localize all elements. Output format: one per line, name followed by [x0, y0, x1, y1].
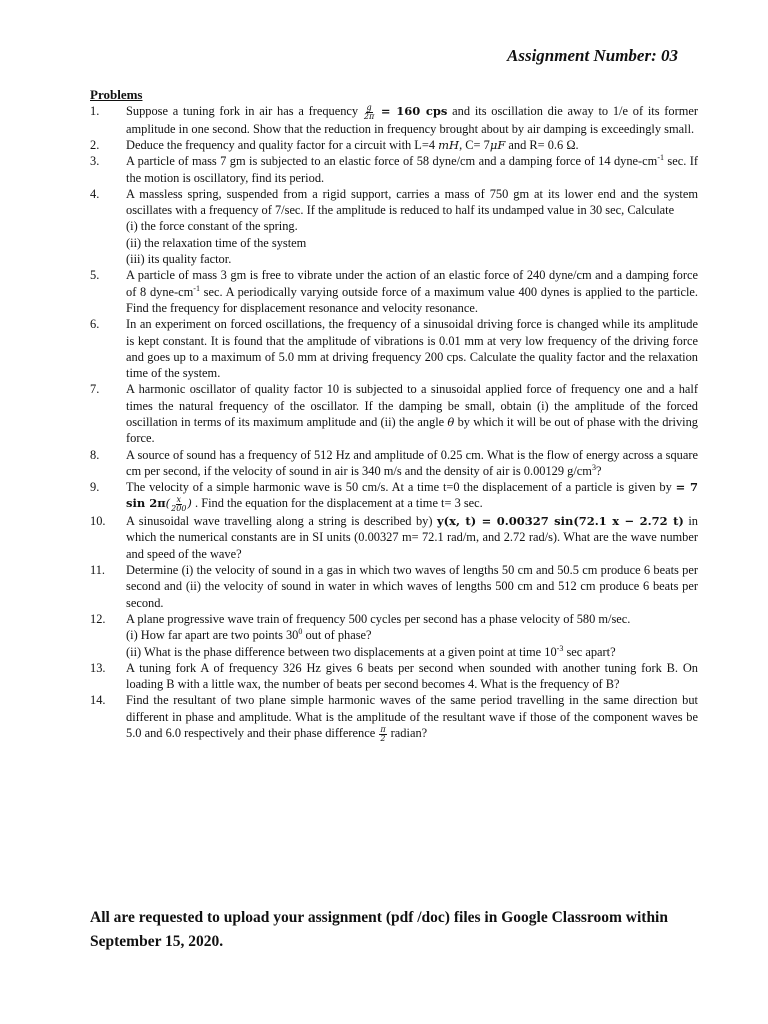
problem-number: 3. [90, 154, 100, 169]
problem-3 [90, 153, 698, 186]
problem-number: 1. [90, 104, 100, 118]
submission-note: All are requested to upload your assignment (pdf /doc) files in Google Classroom within September 15, 2020. [90, 909, 668, 950]
problem-text: A plane progressive wave train of frequency 500 cycles per second has a phase velocity of 580 m/sec. (i) How far apart are two points $30^0$ out of phase? (ii) What is the phase difference between two displacements at a given point at time $10^{-3}$ sec apart? [126, 611, 698, 660]
problem-number: 8. [90, 447, 100, 462]
problem-list [90, 103, 698, 743]
problem-text: A sinusoidal wave travelling along a string is described by) y(x, t) = 0.00327 sin(72.1 x − 2.72 t) in which the numerical constants are in SI units (0.00327 m= 72.1 rad/m, and 2.72 rad/s). What are the wave number and speed of the wave? [126, 514, 699, 561]
problem-13 [90, 660, 698, 693]
problem-11 [90, 562, 698, 611]
problem-text: A harmonic oscillator of quality factor 10 is subjected to a sinusoidal applied force of frequency one and a half times the natural frequency of the oscillator. If the damping be small, obtain (i) the amplitude of the forced oscillation in terms of its maximum amplitude and (ii) the angle θ by which it will be out of phase with the driving force. [126, 382, 698, 446]
problem-text: A massless spring, suspended from a rigid support, carries a mass of 750 gm at its lower end and the system oscillates with a frequency of 7/sec. If the amplitude is reduced to half its undamped value in 30 sec, Calculate (i) the force constant of the spring. (ii) the relaxation time of the system (iii) its quality factor. [126, 186, 698, 267]
problem-number: 13. [90, 660, 106, 675]
problem-text: In an experiment on forced oscillations, the frequency of a sinusoidal driving force is changed while its amplitude is kept constant. It is found that the amplitude of vibrations is 0.01 mm at very low frequency of the driving force and goes up to a maximum of 5.0 mm at driving frequency 200 cps. Calculate the quality factor and the relaxation time of the system. [126, 317, 698, 381]
problem-14 [90, 692, 698, 742]
assignment-title: Assignment Number: 03 [507, 46, 678, 65]
sub-question: (ii) the relaxation time of the system [126, 235, 307, 250]
problem-number: 11. [90, 563, 106, 578]
problem-9 [90, 479, 698, 513]
problem-5 [90, 267, 698, 316]
problem-7 [90, 381, 698, 446]
problem-number: 14. [90, 693, 106, 708]
problems-heading: Problems [90, 87, 143, 102]
problem-text: Find the resultant of two plane simple harmonic waves of the same period travelling in the same direction but different in phase and amplitude. What is the amplitude of the resultant wave if those of the component waves be 5.0 and 6.0 respectively and their phase difference $\frac{\pi}{2}$ radian? [126, 693, 698, 743]
fraction: $\frac{g}{2\pi}$ [363, 102, 375, 121]
sub-question: (ii) What is the phase difference between two displacements at a given point at time $10^{-3}$ sec apart? [126, 643, 616, 659]
problem-text: A particle of mass 7 gm is subjected to an elastic force of 58 dyne/cm and a damping force of 14 dyne-$cm^{-1}$ sec. If the motion is oscillatory, find its period. [126, 153, 698, 185]
problem-number: 2. [90, 137, 100, 152]
problem-text: The velocity of a simple harmonic wave is 50 cm/s. At a time t=0 the displacement of a particle is given by = 7 sin 2π( $\frac{x}{200}$ ) . Find the equation for the displacement at a time t= 3 sec. [126, 480, 698, 514]
problem-text: A source of sound has a frequency of 512 Hz and amplitude of 0.25 cm. What is the flow of energy across a square cm per second, if the velocity of sound in air is 340 m/s and the density of air is 0.00129 $g/cm^3$? [126, 447, 698, 478]
problem-2 [90, 137, 698, 153]
problem-number: 9. [90, 480, 100, 495]
fraction: $\frac{x}{200}$ [171, 495, 187, 514]
problem-text: Determine (i) the velocity of sound in a gas in which two waves of lengths 50 cm and 50.5 cm produce 6 beats per second and (ii) the velocity of sound in water in which waves of lengths 500 cm and 512 cm produce 6 beats per second. [126, 563, 698, 610]
problem-6 [90, 316, 698, 381]
problem-number: 6. [90, 317, 100, 332]
problem-10 [90, 513, 698, 562]
problem-number: 10. [90, 514, 106, 529]
problem-text: Deduce the frequency and quality factor for a circuit with L=4 mH, C= 7μF and R= 0.6 Ω. [126, 137, 579, 152]
problem-12 [90, 611, 698, 660]
fraction: $\frac{\pi}{2}$ [380, 724, 386, 743]
problem-4 [90, 186, 698, 267]
problem-8 [90, 447, 698, 480]
sub-question: (iii) its quality factor. [126, 252, 232, 267]
problem-text: A particle of mass 3 gm is free to vibrate under the action of an elastic force of 240 dyne/cm and a damping force of 8 dyne-$cm^{-1}$ sec. A periodically varying outside force of a maximum value 400 dynes is applied to the particle. Find the frequency for displacement resonance and velocity resonance. [126, 268, 698, 315]
problem-number: 5. [90, 268, 100, 283]
sub-question: (i) the force constant of the spring. [126, 219, 298, 234]
problem-text: A tuning fork A of frequency 326 Hz gives 6 beats per second when sounded with another tuning fork B. On loading B with a little wax, the number of beats per second becomes 4. What is the frequency of B? [126, 660, 698, 692]
problem-text: Suppose a tuning fork in air has a frequency $\frac{g}{2\pi}$ = 160 cps and its oscillation die away to 1/e of its former amplitude in one second. Show that the reduction in frequency brought about by air damping is exceedingly small. [126, 102, 698, 136]
problem-1 [90, 103, 698, 137]
problem-number: 4. [90, 186, 100, 201]
problem-number: 7. [90, 382, 100, 397]
problem-number: 12. [90, 611, 106, 626]
sub-question: (i) How far apart are two points $30^0$ out of phase? [126, 627, 372, 643]
